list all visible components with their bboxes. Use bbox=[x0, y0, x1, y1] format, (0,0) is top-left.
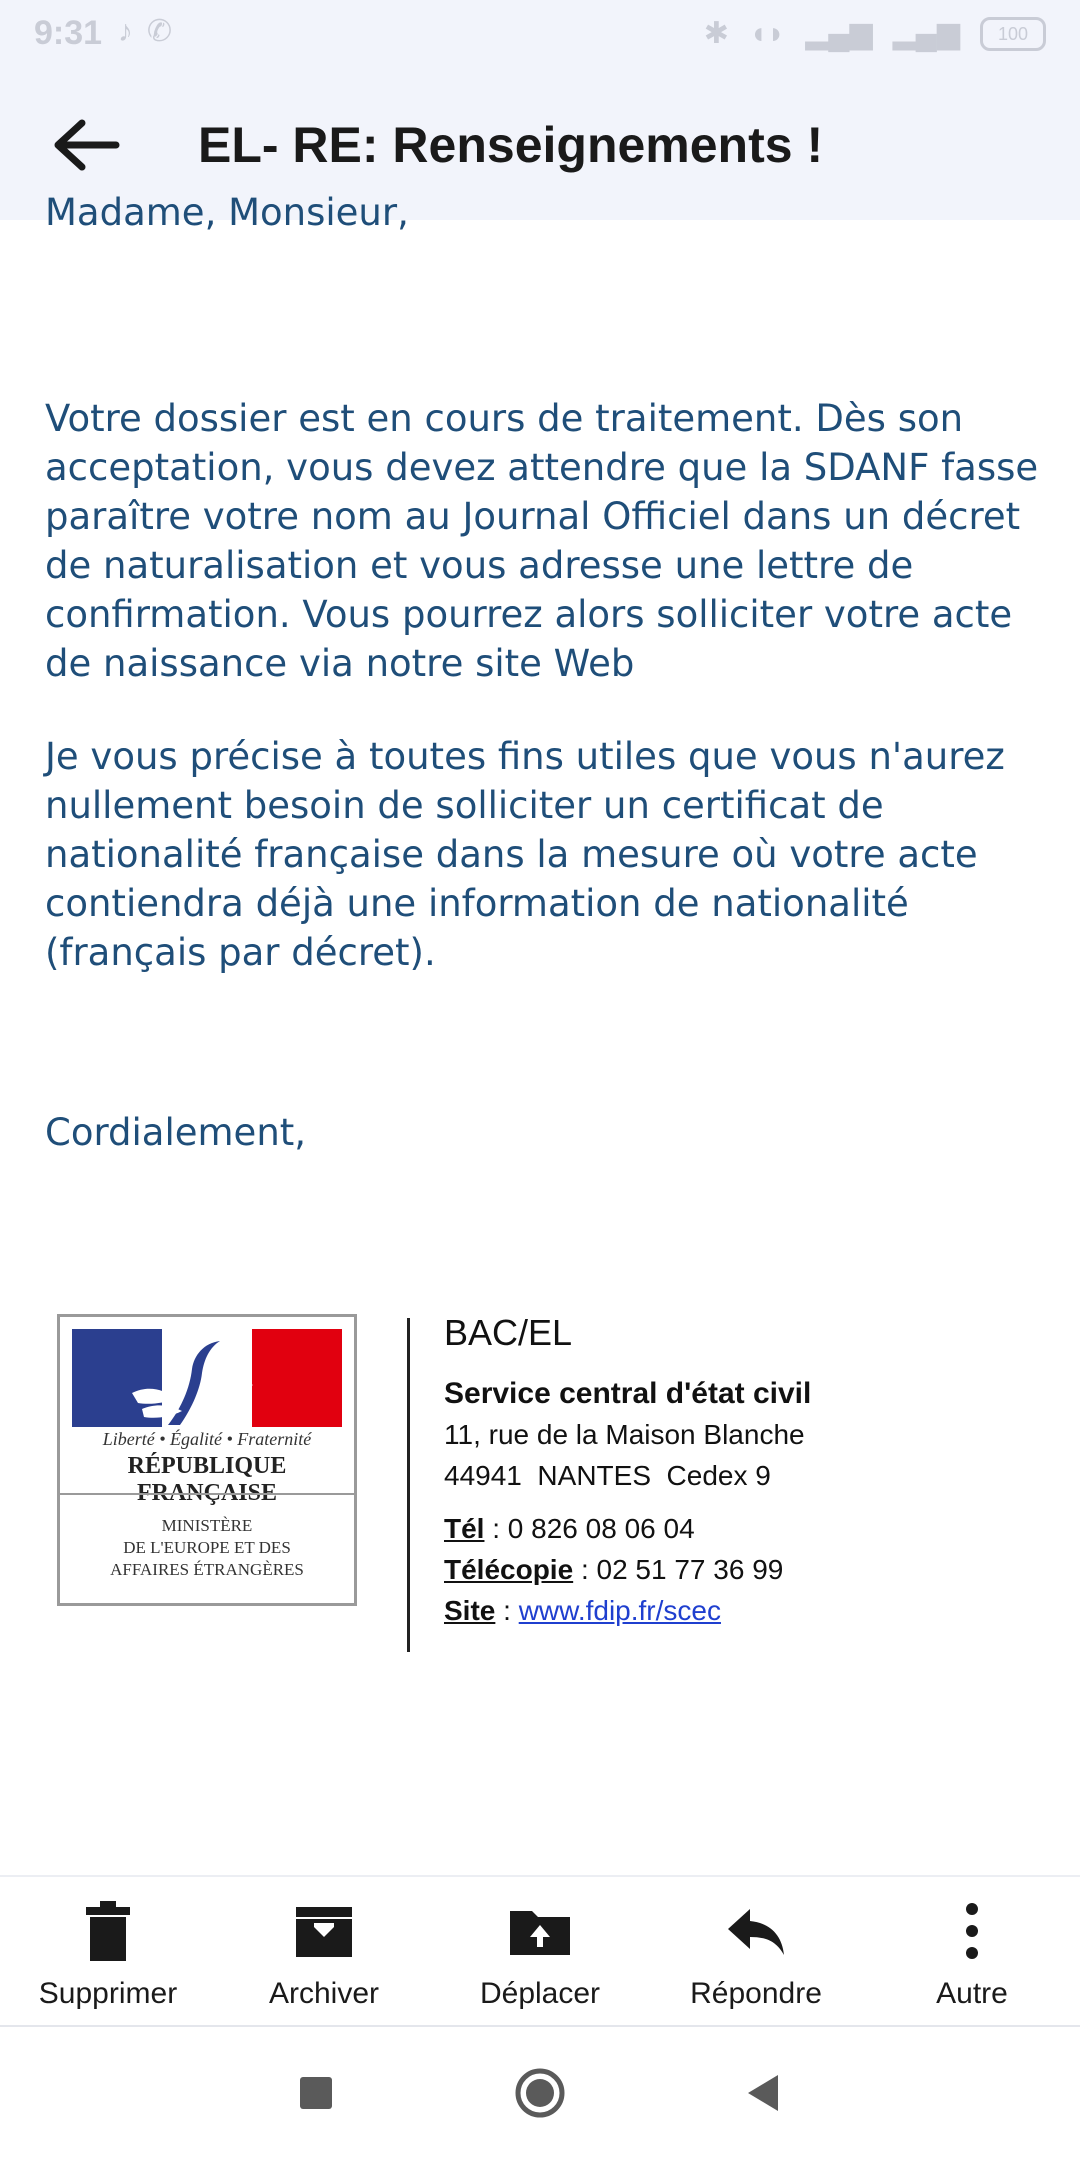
signature-site bbox=[444, 1590, 811, 1631]
signature-address-2: 44941 NANTES Cedex 9 bbox=[444, 1460, 771, 1491]
fax-label: Télécopie bbox=[444, 1554, 574, 1585]
signal-icon: ▂▄▆ bbox=[805, 17, 873, 50]
more-vertical-icon bbox=[940, 1899, 1004, 1963]
move-label: Déplacer bbox=[479, 1977, 601, 2010]
signature-block bbox=[444, 1310, 811, 1631]
move-button[interactable] bbox=[432, 1877, 648, 2027]
vowifi-icon: ◖◗ bbox=[748, 17, 786, 50]
arrow-left-icon bbox=[46, 105, 126, 185]
site-label: Site bbox=[444, 1595, 496, 1626]
back-nav-button[interactable] bbox=[732, 2061, 796, 2125]
back-button[interactable] bbox=[46, 105, 126, 185]
fax-value: : 02 51 77 36 99 bbox=[573, 1554, 784, 1585]
delete-button[interactable] bbox=[0, 1877, 216, 2027]
signature-fax bbox=[444, 1549, 811, 1590]
action-bar bbox=[0, 1875, 1080, 2027]
republique-francaise-logo bbox=[57, 1314, 357, 1606]
site-link[interactable]: www.fdip.fr/scec bbox=[518, 1595, 721, 1626]
logo-ministere bbox=[60, 1515, 354, 1581]
signature-unit: BAC/EL bbox=[444, 1312, 573, 1353]
email-subject: EL- RE: Renseignements ! bbox=[198, 117, 824, 173]
status-time: 9:31 bbox=[34, 14, 103, 52]
status-right-icons bbox=[704, 14, 1046, 54]
status-bar bbox=[0, 0, 1080, 70]
logo-divider bbox=[60, 1493, 354, 1495]
signal-icon: ▂▄▆ bbox=[892, 17, 960, 50]
signature-address-1: 11, rue de la Maison Blanche bbox=[444, 1419, 805, 1450]
delete-label: Supprimer bbox=[38, 1977, 178, 2010]
archive-label: Archiver bbox=[268, 1977, 380, 2010]
email-closing: Cordialement, bbox=[45, 1111, 307, 1154]
logo-republique: RÉPUBLIQUE FRANÇAISE bbox=[127, 1453, 287, 1506]
email-paragraph-1: Votre dossier est en cours de traitement. Dès son acceptation, vous devez attendre que la SDANF fasse paraître votre nom au Journal Officiel dans un décret de naturalisation et vous adresse une lettre de confirmation. Vous pourrez alors solliciter votre acte de naissance via notre site Web bbox=[45, 397, 1039, 685]
home-button[interactable] bbox=[508, 2061, 572, 2125]
tel-value[interactable]: : 0 826 08 06 04 bbox=[484, 1513, 695, 1544]
ministere-line-2: DE L'EUROPE ET DES bbox=[123, 1538, 291, 1557]
ministere-line-3: AFFAIRES ÉTRANGÈRES bbox=[110, 1560, 304, 1579]
tel-label: Tél bbox=[444, 1513, 485, 1544]
whatsapp-icon: ✆ bbox=[147, 15, 173, 48]
site-separator: : bbox=[495, 1595, 519, 1626]
logo-motto: Liberté • Égalité • Fraternité bbox=[102, 1429, 312, 1449]
reply-button[interactable] bbox=[648, 1877, 864, 2027]
trash-icon bbox=[76, 1899, 140, 1963]
bluetooth-icon: ✱ bbox=[703, 17, 729, 50]
archive-button[interactable] bbox=[216, 1877, 432, 2027]
reply-label: Répondre bbox=[690, 1977, 822, 2010]
recent-apps-button[interactable] bbox=[284, 2061, 348, 2125]
archive-icon bbox=[292, 1899, 356, 1963]
marianne-flag-emblem bbox=[72, 1329, 342, 1427]
more-label: Autre bbox=[936, 1977, 1008, 2010]
ministere-line-1: MINISTÈRE bbox=[161, 1516, 253, 1535]
reply-icon bbox=[724, 1899, 788, 1963]
signature-tel bbox=[444, 1508, 811, 1549]
signature-divider bbox=[407, 1318, 410, 1652]
signature-service: Service central d'état civil bbox=[444, 1377, 812, 1410]
status-left-icons bbox=[118, 12, 172, 52]
email-paragraph-2: Je vous précise à toutes fins utiles que vous n'aurez nullement besoin de solliciter un certificat de nationalité française dans la mesure où votre acte contiendra déjà une information de nationalité (français par décret). bbox=[45, 735, 1005, 974]
move-folder-icon bbox=[508, 1899, 572, 1963]
email-body[interactable] bbox=[0, 191, 1080, 1875]
system-navigation-bar bbox=[0, 2025, 1080, 2162]
email-greeting: Madame, Monsieur, bbox=[45, 191, 409, 234]
tiktok-icon: ♪ bbox=[118, 15, 133, 48]
battery-icon: 100 bbox=[980, 17, 1046, 51]
more-button[interactable] bbox=[864, 1877, 1080, 2027]
